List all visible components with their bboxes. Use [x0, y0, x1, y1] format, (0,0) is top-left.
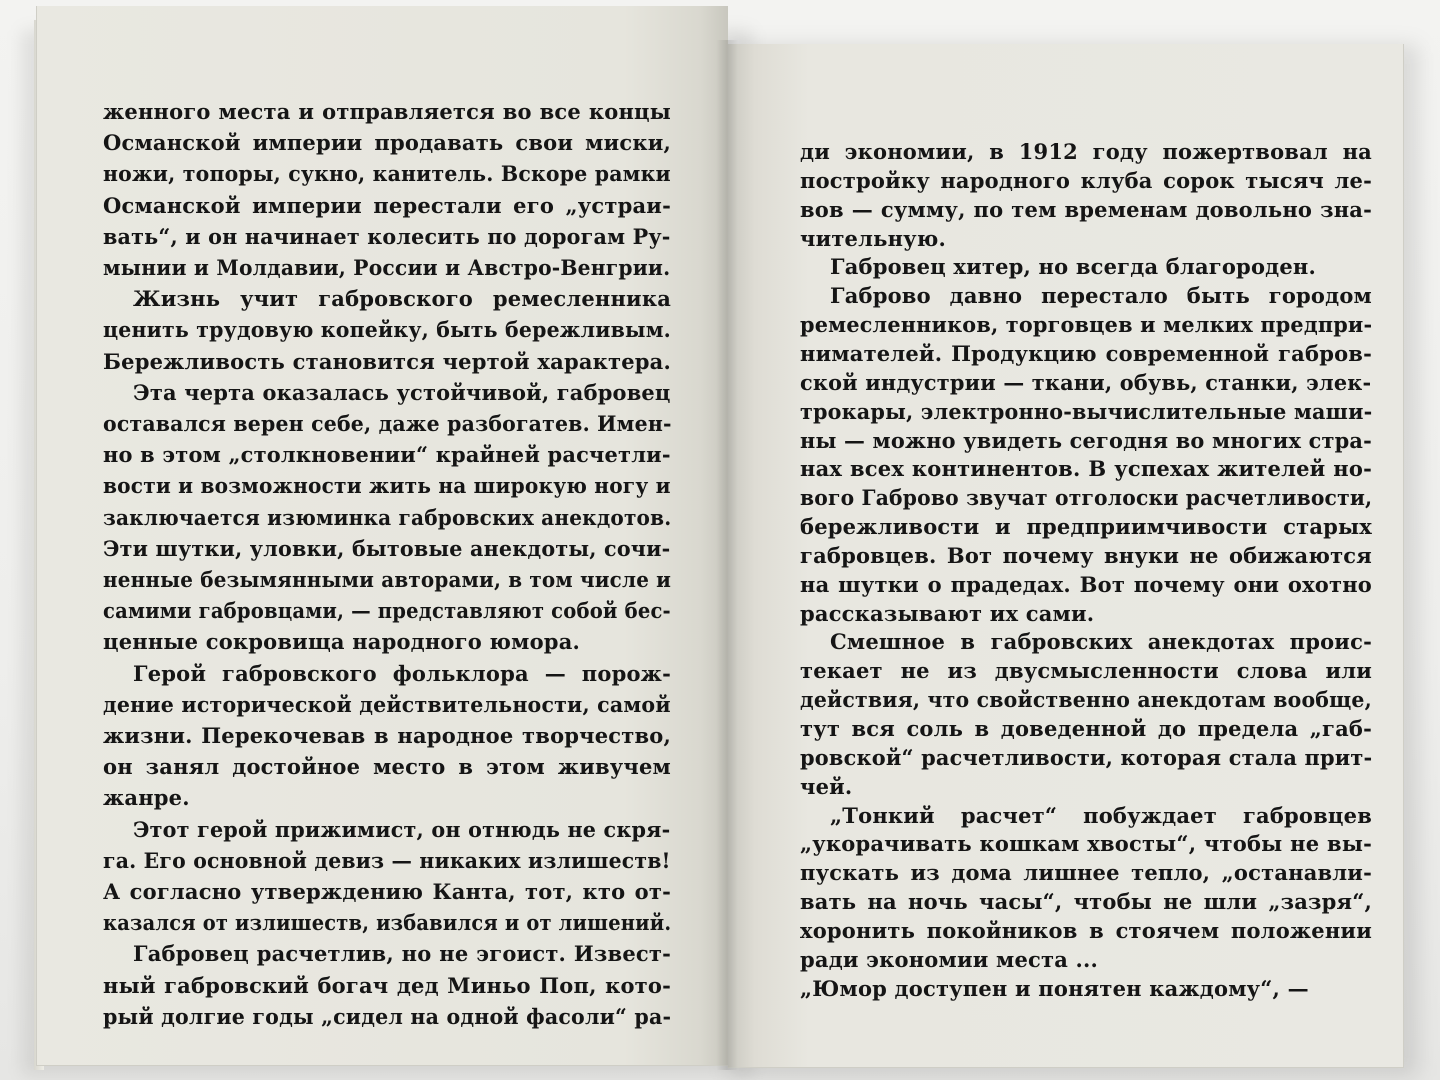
text-line: Герой габровского фольклора — порож- — [133, 660, 671, 686]
text-line: Бережливость становится чертой характера. — [103, 348, 671, 374]
text-line: чительную. — [800, 225, 947, 251]
text-line: постройку народного клуба сорок тысяч ле- — [800, 167, 1372, 193]
text-line: Эта черта оказалась устойчивой, габровец — [133, 379, 671, 405]
text-line: ножи, топоры, сукно, канитель. Вскоре рамки — [103, 161, 671, 187]
text-line: А согласно утверждению Канта, тот, кто от- — [103, 879, 671, 904]
text-line: ны — можно увидеть сегодня во многих стра- — [800, 427, 1372, 453]
text-line: заключается изюминка габровских анекдотов. — [103, 504, 672, 530]
text-line: казался от излишеств, избавился и от лишений. — [103, 910, 672, 936]
text-line: жанре. — [103, 785, 190, 811]
text-line: он занял достойное место в этом живучем — [103, 754, 671, 780]
right-page — [728, 44, 1404, 1068]
text-line: „Юмор доступен и понятен каждому“, — — [800, 975, 1309, 1001]
text-line: действия, что свойственно анекдотам вообще, — [800, 687, 1372, 713]
text-line: Габровец хитер, но всегда благороден. — [830, 254, 1316, 280]
text-line: ской индустрии — ткани, обувь, станки, элек- — [800, 369, 1372, 395]
text-line: вости и возможности жить на широкую ногу и — [103, 473, 671, 499]
text-line: ценить трудовую копейку, быть бережливым. — [103, 317, 672, 343]
text-line: „Тонкий расчет“ побуждает габровцев — [830, 802, 1372, 828]
text-line: габровцев. Вот почему внуки не обижаются — [800, 542, 1372, 568]
text-line: нимателей. Продукцию современной габров- — [800, 340, 1372, 366]
text-line: Габрово давно перестало быть городом — [830, 283, 1372, 309]
text-line: Османской империи продавать свои миски, — [103, 130, 671, 156]
text-line: Этот герой прижимист, он отнюдь не скря- — [133, 816, 671, 842]
text-line: ради экономии места ... — [800, 946, 1099, 972]
text-line: Эти шутки, уловки, бытовые анекдоты, сочи- — [103, 535, 671, 561]
text-line: самими габровцами, — представляют собой бес- — [103, 598, 671, 624]
text-line: ный габровский богач дед Миньо Поп, кото- — [103, 972, 671, 998]
text-line: рый долгие годы „сидел на одной фасоли“ ра- — [103, 1003, 672, 1029]
text-line: женного места и отправляется во все концы — [103, 99, 671, 124]
text-line: бережливости и предприимчивости старых — [800, 514, 1372, 540]
text-line: мынии и Молдавии, России и Австро-Венгрии. — [103, 255, 671, 280]
text-line: ценные сокровища народного юмора. — [103, 629, 581, 655]
text-line: пускать из дома лишнее тепло, „останавли- — [800, 860, 1372, 886]
text-line: хоронить покойников в стоячем положении — [800, 917, 1372, 943]
text-line: рассказывают их сами. — [800, 600, 1095, 626]
text-line: текает не из двусмысленности слова или — [800, 658, 1372, 684]
text-line: Жизнь учит габровского ремесленника — [133, 286, 671, 312]
text-line: трокары, электронно-вычислительные маши- — [800, 398, 1373, 424]
text-line: ремесленников, торговцев и мелких предпри- — [800, 312, 1373, 338]
text-line: но в этом „столкновении“ крайней расчетли- — [103, 442, 671, 468]
text-line: жизни. Перекочевав в народное творчество, — [103, 723, 671, 748]
text-line: чей. — [800, 773, 853, 799]
text-line: тут вся соль в доведенной до предела „габ- — [800, 716, 1372, 741]
text-line: ровской“ расчетливости, которая стала прит- — [800, 744, 1373, 770]
text-line: га. Его основной девиз — никаких излишеств! — [103, 847, 671, 873]
book-gutter — [716, 40, 738, 1070]
text-line: Габровец расчетлив, но не эгоист. Извест- — [133, 941, 671, 967]
text-line: оставался верен себе, даже разбогатев. Имен- — [103, 411, 672, 436]
text-line: „укорачивать кошкам хвосты“, чтобы не вы- — [800, 831, 1372, 857]
text-line: на шутки о прадедах. Вот почему они охотно — [800, 571, 1372, 597]
text-line: вого Габрово звучат отголоски расчетливости, — [800, 485, 1373, 511]
text-line: ди экономии, в 1912 году пожертвовал на — [800, 139, 1372, 164]
text-line: дение исторической действительности, самой — [103, 691, 671, 717]
text-line: вов — сумму, по тем временам довольно зна- — [800, 196, 1372, 222]
left-page — [36, 6, 728, 1066]
text-line: ненные безымянными авторами, в том числе и — [103, 567, 672, 592]
text-line: вать“, и он начинает колесить по дорогам Ру- — [103, 223, 671, 249]
text-line: вать на ночь часы“, чтобы не шли „зазря“, — [800, 889, 1372, 915]
text-line: Османской империи перестали его „устраи- — [103, 192, 671, 218]
text-line: нах всех континентов. В успехах жителей но- — [800, 456, 1372, 482]
text-line: Смешное в габровских анекдотах проис- — [830, 629, 1372, 655]
